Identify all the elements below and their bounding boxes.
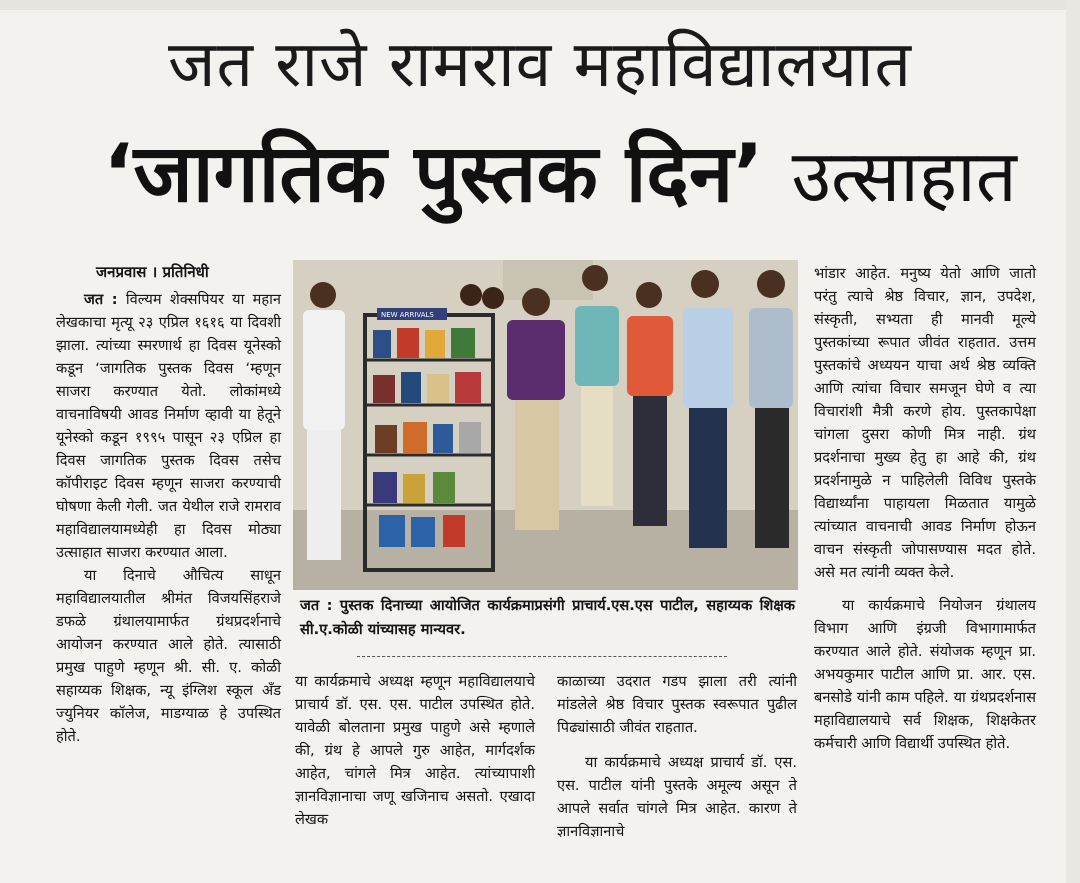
- article-paragraph: या दिनाचे औचित्य साधून महाविद्यालयातील श्रीमंत विजयसिंहराजे डफळे ग्रंथालयामार्फत ग्रंथप्रदर्शनाचे आयोजन करण्यात आले होते. त्यासाठी प्रमुख पाहुणे म्हणून श्री. सी. ए. कोळी सहाय्यक शिक्षक, न्यू इंग्लिश स्कूल अँड ज्युनियर कॉलेज, माडग्याळ हे उपस्थित होते.: [56, 567, 281, 745]
- photo-caption: जत : पुस्तक दिनाच्या आयोजित कार्यक्रमाप्रसंगी प्राचार्य.एस.एस पाटील, सहाय्यक शिक्षक सी.ए.कोळी यांच्यासह मान्यवर.: [300, 597, 795, 638]
- page-top-border: [0, 0, 1080, 10]
- article-column-4: [557, 670, 797, 843]
- paragraph-text: विल्यम शेक्सपियर या महान लेखकाचा मृत्यू २३ एप्रिल १६१६ या दिवशी झाला. त्यांच्या स्मरणार्थ हा दिवस यूनेस्को कडून ‘जागतिक पुस्तक दिवस ‘म्हणून साजरा करण्यात येतो. लोकांमध्ये वाचनाविषयी आवड निर्माण व्हावी या हेतूने यूनेस्को कडून १९९५ पासून २३ एप्रिल हा दिवस जागतिक पुस्तक दिवस तसेच कॉपीराइट दिवस म्हणून साजरा करण्याची घोषणा केली गेली. जत येथील राजे रामराव महाविद्यालयामध्येही हा दिवस मोठ्या उत्साहात साजरा करण्यात आला.: [56, 291, 281, 561]
- photo-illustration: [293, 260, 798, 590]
- article-paragraph: काळाच्या उदरात गडप झाला तरी त्यांनी मांडलेले श्रेष्ठ विचार पुस्तक स्वरूपात पुढील पिढ्यांसाठी जीवंत राहतात.: [557, 673, 797, 736]
- dateline: जत :: [84, 291, 118, 308]
- article-paragraph: भांडार आहेत. मनुष्य येतो आणि जातो परंतु त्याचे श्रेष्ठ विचार, ज्ञान, उपदेश, संस्कृती, सभ्यता ही मानवी मूल्ये पुस्तकांच्या रूपात जीवंत राहतात. उत्तम पुस्तकांचे अध्ययन याचा अर्थ श्रेष्ठ व्यक्ति आणि त्यांचा विचार समजून घेणे व त्या विचारांशी मैत्री करणे होय. पुस्तकापेक्षा चांगला दुसरा कोणी मित्र नाही. ग्रंथ प्रदर्शनाचा मुख्य हेतु हा आहे की, ग्रंथ प्रदर्शनामुळे न पाहिलेली विविध पुस्तके विद्यार्थ्यांना पाहायला मिळतात यामुळे त्यांच्यात वाचनाची आवड निर्माण होऊन वाचन संस्कृती जोपासण्यास मदत होते. असे मत त्यांनी व्यक्त केले.: [814, 265, 1036, 581]
- article-column-5: [814, 262, 1036, 755]
- headline-quoted-phrase: ‘जागतिक पुस्तक दिन’: [103, 127, 764, 220]
- article-paragraph: [56, 288, 281, 564]
- headline-trailing-word: उत्साहात: [791, 134, 1017, 218]
- headline-line-1: जत राजे रामराव महाविद्यालयात: [167, 28, 913, 102]
- event-photo: [293, 260, 798, 590]
- article-paragraph: या कार्यक्रमाचे नियोजन ग्रंथालय विभाग आणि इंग्रजी विभागामार्फत करण्यात आले होते. संयोजक म्हणून प्रा. अभयकुमार पाटील आणि प्रा. आर. एस. बनसोडे यांनी काम पहिले. या ग्रंथप्रदर्शनास महाविद्यालयाचे सर्व शिक्षक, शिक्षकेतर कर्मचारी आणि विद्यार्थी उपस्थित होते.: [814, 597, 1036, 752]
- photo-window: [503, 260, 593, 300]
- article-paragraph: या कार्यक्रमाचे अध्यक्ष प्राचार्य डॉ. एस. एस. पाटील यांनी पुस्तके अमूल्य असून ते आपले सर्वात चांगले मित्र आहेत. कारण ते ज्ञानविज्ञानाचे: [557, 754, 797, 840]
- caption-divider: [357, 656, 727, 657]
- article-column-1: [56, 262, 281, 748]
- article-paragraph: या कार्यक्रमाचे अध्यक्ष म्हणून महाविद्यालयाचे प्राचार्य डॉ. एस. एस. पाटील उपस्थित होते. यावेळी बोलताना प्रमुख पाहुणे असे म्हणाले की, ग्रंथ हे आपले गुरु आहेत, मार्गदर्शक आहेत, चांगले मित्र आहेत. त्यांच्यापाशी ज्ञानविज्ञानाचा जणू खजिनाच असतो. एखादा लेखक: [295, 673, 535, 828]
- photo-banner-text: NEW ARRIVALS: [381, 311, 434, 319]
- page-right-edge: [1066, 0, 1080, 883]
- byline: जनप्रवास । प्रतिनिधी: [96, 263, 209, 281]
- headline-line-2: [70, 124, 1050, 226]
- article-column-3: [295, 670, 535, 831]
